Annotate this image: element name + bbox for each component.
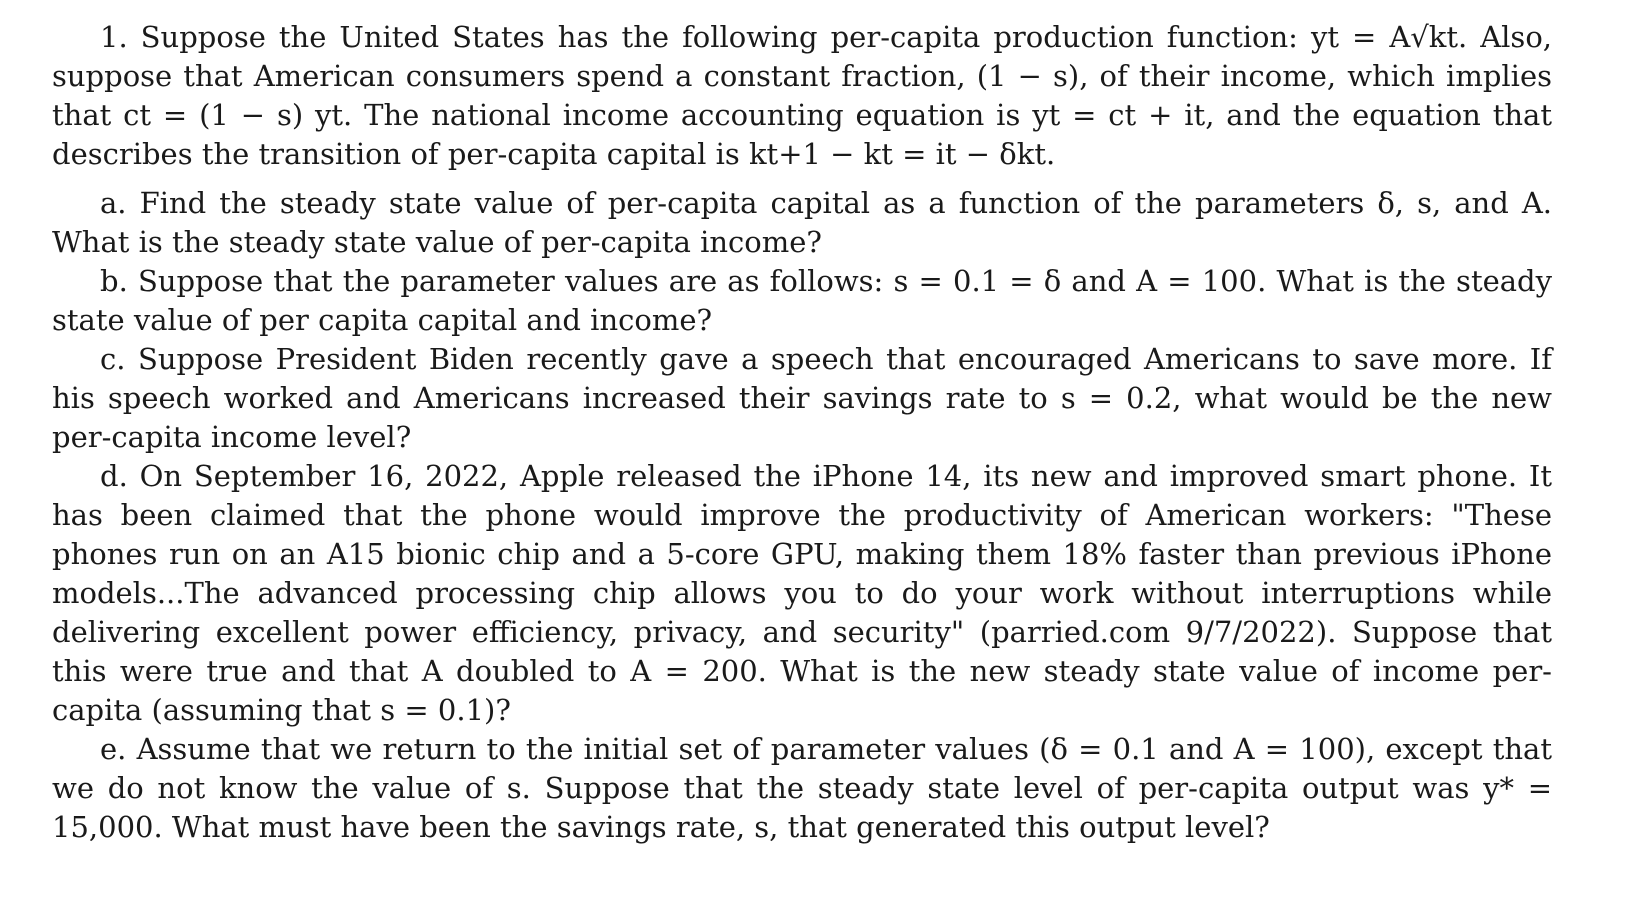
- problem-intro: 1. Suppose the United States has the following per-capita production function: yt = A√kt. Also, suppose that American consumers spend a constant fraction, (1 − s), of their income, which implies that ct = (1 − s) yt. The national income accounting equation is yt = ct + it, and the equation that describes the transition of per-capita capital is kt+1 − kt = it − δkt.: [52, 20, 1552, 171]
- part-b: b. Suppose that the parameter values are as follows: s = 0.1 = δ and A = 100. What is the steady state value of per capita capital and income?: [52, 264, 1552, 337]
- part-c: c. Suppose President Biden recently gave a speech that encouraged Americans to save more. If his speech worked and Americans increased their savings rate to s = 0.2, what would be the new per-capita income level?: [52, 342, 1552, 454]
- part-d: d. On September 16, 2022, Apple released the iPhone 14, its new and improved smart phone. It has been claimed that the phone would improve the productivity of American workers: "These phones run on an A15 bionic chip and a 5-core GPU, making them 18% faster than previous iPhone models...The advanced processing chip allows you to do your work without interruptions while delivering excellent power efficiency, privacy, and security" (parried.com 9/7/2022). Suppose that this were true and that A doubled to A = 200. What is the new steady state value of income per-capita (assuming that s = 0.1)?: [52, 459, 1552, 727]
- problem-document: [52, 18, 1552, 847]
- part-e: e. Assume that we return to the initial set of parameter values (δ = 0.1 and A = 100), except that we do not know the value of s. Suppose that the steady state level of per-capita output was y* = 15,000. What must have been the savings rate, s, that generated this output level?: [52, 732, 1552, 844]
- part-a: a. Find the steady state value of per-capita capital as a function of the parameters δ, s, and A. What is the steady state value of per-capita income?: [52, 186, 1552, 259]
